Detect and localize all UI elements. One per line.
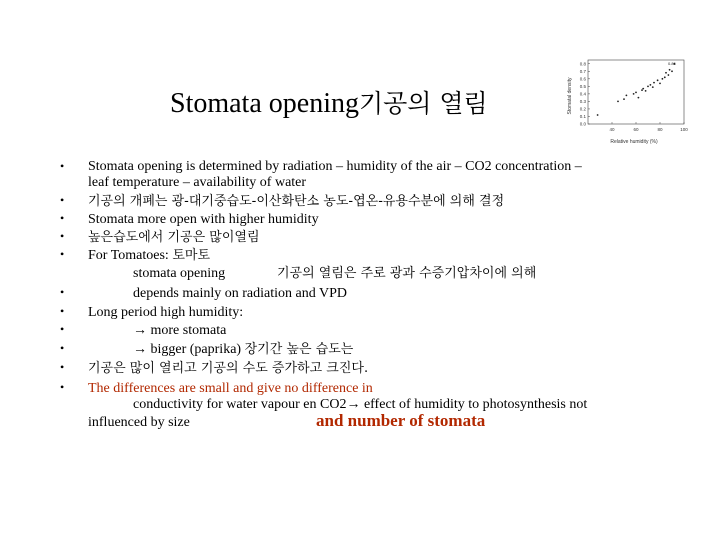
bullet-10 bbox=[133, 342, 353, 358]
data-point bbox=[641, 89, 643, 91]
bullet-dot: • bbox=[60, 247, 65, 261]
data-point bbox=[617, 101, 619, 103]
data-point bbox=[647, 85, 649, 87]
chart-x-label: Relative humidity (%) bbox=[610, 139, 658, 144]
data-point bbox=[642, 88, 644, 90]
humidity-scatter-chart bbox=[562, 54, 690, 144]
bullet-dot: • bbox=[60, 360, 65, 374]
x-tick-label: 40 bbox=[609, 127, 615, 132]
data-point bbox=[652, 86, 654, 88]
bullet-12-line-1: The differences are small and give no difference in bbox=[88, 381, 373, 396]
title-english: Stomata opening bbox=[170, 88, 359, 119]
data-point bbox=[668, 74, 670, 76]
bullet-5-ko: 토마토 bbox=[172, 248, 211, 263]
data-point bbox=[645, 90, 647, 92]
bullet-dot: • bbox=[60, 285, 65, 299]
bullet-12-emphasis: and number of stomata bbox=[316, 411, 486, 430]
data-point bbox=[623, 98, 625, 100]
bullet-dot: • bbox=[60, 229, 65, 243]
bullet-5 bbox=[88, 248, 210, 264]
bullet-12-line-2: conductivity for water vapour en CO2→ effect of humidity to photosynthesis not bbox=[133, 397, 588, 412]
data-point bbox=[665, 72, 667, 74]
data-point bbox=[650, 84, 652, 86]
bullet-dot: • bbox=[60, 380, 65, 394]
data-point bbox=[671, 70, 673, 72]
bullet-9: → more stomata bbox=[133, 323, 227, 338]
bullet-1-line-2: leaf temperature – availability of water bbox=[88, 175, 307, 190]
bullet-dot: • bbox=[60, 193, 65, 207]
data-point bbox=[635, 91, 637, 93]
bullet-12-line-3: influenced by size bbox=[88, 415, 190, 430]
y-tick-label: 0.1 bbox=[579, 113, 586, 119]
slide-title bbox=[170, 84, 488, 120]
chart-points bbox=[597, 61, 677, 116]
data-point bbox=[657, 79, 659, 81]
title-korean: 기공의 열림 bbox=[358, 89, 488, 118]
y-tick-label: 0.7 bbox=[579, 68, 586, 74]
data-point bbox=[653, 82, 655, 84]
bullet-dot: • bbox=[60, 322, 65, 336]
y-tick-label: 0.3 bbox=[579, 98, 586, 104]
y-tick-label: 0.2 bbox=[579, 106, 586, 112]
y-tick-label: 0.8 bbox=[579, 61, 586, 67]
bullet-dot: • bbox=[60, 211, 65, 225]
data-point bbox=[638, 97, 640, 99]
data-point bbox=[662, 78, 664, 80]
data-point bbox=[633, 93, 635, 95]
x-tick-label: 100 bbox=[680, 127, 688, 132]
data-point bbox=[664, 76, 666, 78]
bullet-dot: • bbox=[60, 159, 65, 173]
bullet-10-ko: 장기간 높은 습도는 bbox=[244, 342, 354, 357]
bullet-5-en: For Tomatoes: bbox=[88, 248, 173, 263]
bullet-dot: • bbox=[60, 304, 65, 318]
bullet-8: Long period high humidity: bbox=[88, 305, 244, 320]
y-tick-label: 0.0 bbox=[579, 121, 586, 127]
data-point bbox=[597, 114, 599, 116]
data-point bbox=[669, 69, 671, 71]
data-point bbox=[659, 82, 661, 84]
data-point bbox=[626, 94, 628, 96]
y-tick-label: 0.5 bbox=[579, 83, 586, 89]
y-tick-label: 0.6 bbox=[579, 76, 586, 82]
bullet-7: depends mainly on radiation and VPD bbox=[133, 286, 347, 301]
bullet-6-en: stomata opening bbox=[133, 266, 226, 281]
y-tick-label: 0.4 bbox=[579, 91, 586, 97]
chart-svg bbox=[562, 54, 690, 144]
bullet-6-ko: 기공의 열림은 주로 광과 수증기압차이에 의해 bbox=[277, 266, 537, 281]
bullet-dot: • bbox=[60, 341, 65, 355]
bullet-10-en: → bigger (paprika) bbox=[133, 342, 245, 357]
chart-annotation: 0.86 bbox=[668, 61, 676, 66]
bullet-2: 기공의 개폐는 광-대기중습도-이산화탄소 농도-엽온-유용수분에 의해 결정 bbox=[88, 194, 505, 209]
x-tick-label: 80 bbox=[657, 127, 663, 132]
bullet-4: 높은습도에서 기공은 많이열림 bbox=[88, 230, 260, 245]
bullet-3: Stomata more open with higher humidity bbox=[88, 212, 319, 227]
chart-y-label: Stomatal density bbox=[567, 77, 573, 115]
x-tick-label: 60 bbox=[633, 127, 639, 132]
bullet-11: 기공은 많이 열리고 기공의 수도 증가하고 크진다. bbox=[88, 361, 369, 376]
bullet-1-line-1: Stomata opening is determined by radiation – humidity of the air – CO2 concentration – bbox=[88, 159, 582, 174]
